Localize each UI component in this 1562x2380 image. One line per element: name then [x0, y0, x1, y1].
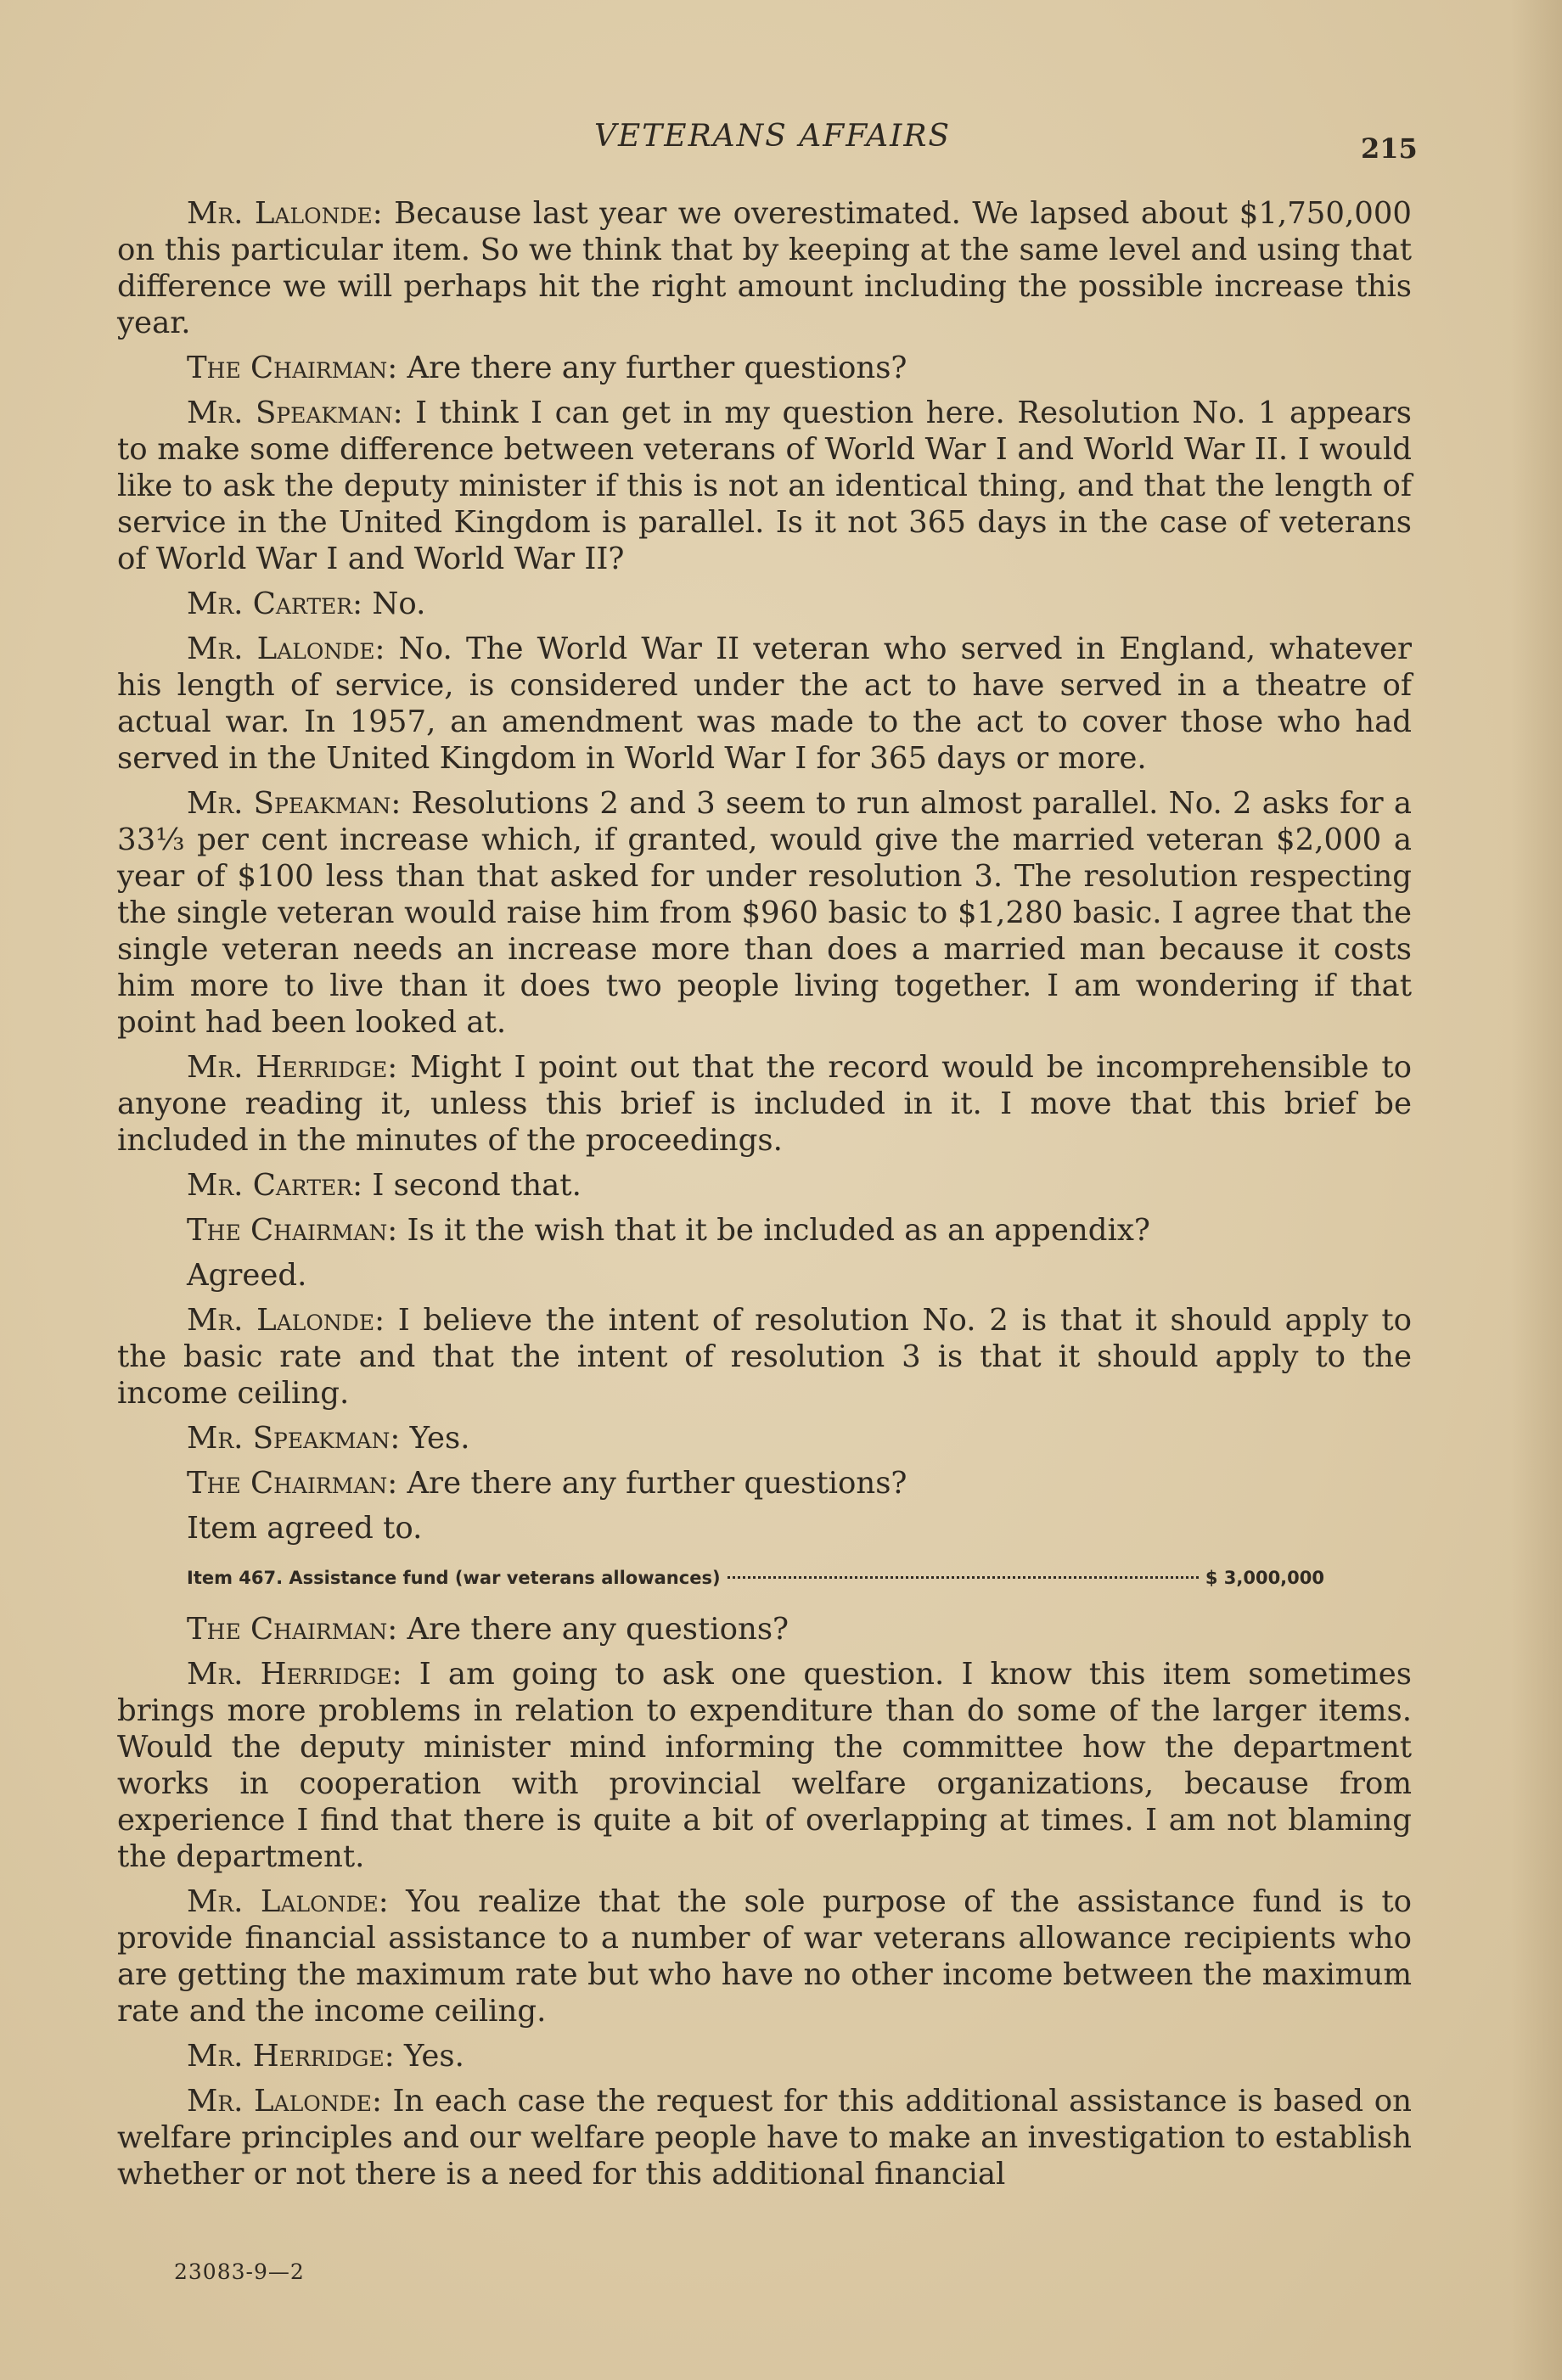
paragraph-group-2 [117, 1611, 1412, 2192]
page-edge-shadow [1511, 0, 1562, 2380]
speaker-name: Mr. Speakman: [187, 396, 403, 430]
paragraph-text: I think I can get in my question here. Resolution No. 1 appears to make some difference between veterans of World War I and World War II. I would like to ask the deputy minister if this is not an identical thing, and that the length of service in the United Kingdom is parallel. Is it not 365 days in the case of veterans of World War I and World War II? [117, 396, 1412, 576]
paragraph [117, 1420, 1412, 1457]
paragraph-text: Resolutions 2 and 3 seem to run almost parallel. No. 2 asks for a 33⅓ per cent increase which, if granted, would give the married veteran $2,000 a year of $100 less than that asked for under resolution 3. The resolution respecting the single veteran would raise him from $960 basic to $1,280 basic. I agree that the single veteran needs an increase more than does a married man because it costs him more to live than it does two people living together. I am wondering if that point had been looked at. [117, 786, 1412, 1040]
printer-signature-code: 23083-9—2 [174, 2259, 305, 2284]
paragraph-text: I am going to ask one question. I know this item sometimes brings more problems in relation to expenditure than do some of the larger items. Would the deputy minister mind informing the committee how the department works in cooperation with provincial welfare organizations, because from experience I find that there is quite a bit of overlapping at times. I am not blaming the department. [117, 1657, 1412, 1874]
item-label: Item 467. Assistance fund (war veterans allowances) [187, 1568, 721, 1588]
speaker-name: The Chairman: [187, 1213, 398, 1248]
speaker-name: Mr. Carter: [187, 587, 363, 621]
paragraph [117, 1883, 1412, 2029]
paragraph [117, 1465, 1412, 1502]
speaker-name: Mr. Speakman: [187, 786, 402, 821]
paragraph [117, 1656, 1412, 1875]
paragraph-text: Are there any further questions? [397, 351, 907, 385]
dot-leader [728, 1576, 1199, 1579]
speaker-name: Mr. Lalonde: [187, 1884, 389, 1919]
paragraph-text: Because last year we overestimated. We lapsed about $1,750,000 on this particular item. So we think that by keeping at the same level and using that difference we will perhaps hit the right amount including the possible increase this year. [117, 196, 1412, 340]
paragraph [117, 2038, 1412, 2074]
paragraph-text: I believe the intent of resolution No. 2 is that it should apply to the basic rate and that the intent of resolution 3 is that it should apply to the income ceiling. [117, 1303, 1412, 1411]
paragraph [117, 350, 1412, 386]
page-body [117, 195, 1412, 2201]
paragraph-text: Agreed. [187, 1258, 307, 1293]
speaker-name: Mr. Lalonde: [187, 1303, 385, 1338]
speaker-name: Mr. Speakman: [187, 1421, 401, 1456]
speaker-name: Mr. Lalonde: [187, 2084, 382, 2119]
item-amount: $ 3,000,000 [1205, 1568, 1324, 1588]
paragraph [117, 1611, 1412, 1647]
speaker-name: The Chairman: [187, 351, 398, 385]
speaker-name: Mr. Carter: [187, 1168, 363, 1203]
paragraph [117, 195, 1412, 341]
paragraph [117, 1510, 1412, 1546]
paragraph-text: Item agreed to. [187, 1511, 423, 1546]
paragraph-text: No. [362, 587, 426, 621]
speaker-name: Mr. Herridge: [187, 1657, 402, 1692]
paragraph-text: Yes. [394, 2039, 464, 2074]
estimate-item-line [187, 1565, 1324, 1591]
speaker-name: Mr. Herridge: [187, 2039, 395, 2074]
paragraph [117, 1167, 1412, 1204]
paragraph-text: No. The World War II veteran who served in England, whatever his length of service, is considered under the act to have served in a theatre of actual war. In 1957, an amendment was made to the act to cover those who had served in the United Kingdom in World War I for 365 days or more. [117, 631, 1412, 776]
page-header [0, 119, 1562, 170]
paragraph-text: Might I point out that the record would be incomprehensible to anyone reading it, unless this brief is included in it. I move that this brief be included in the minutes of the proceedings. [117, 1050, 1412, 1158]
paragraph [117, 2083, 1412, 2192]
paragraph [117, 785, 1412, 1041]
paragraph [117, 586, 1412, 622]
paragraph-text: Are there any questions? [397, 1612, 789, 1647]
paragraph-text: In each case the request for this additional assistance is based on welfare principles and our welfare people have to make an investigation to establish whether or not there is a need for this additional financial [117, 2084, 1412, 2192]
paragraph-text: You realize that the sole purpose of the assistance fund is to provide financial assistance to a number of war veterans allowance recipients who are getting the maximum rate but who have no other income between the maximum rate and the income ceiling. [117, 1884, 1412, 2029]
paragraph [117, 1049, 1412, 1159]
paragraph-group-1 [117, 195, 1412, 1546]
paragraph-text: Are there any further questions? [397, 1466, 907, 1501]
paragraph-text: Is it the wish that it be included as an appendix? [397, 1213, 1150, 1248]
paragraph [117, 1212, 1412, 1249]
paragraph-text: I second that. [362, 1168, 582, 1203]
speaker-name: Mr. Lalonde: [187, 196, 383, 231]
paragraph [117, 395, 1412, 577]
paragraph-text: Yes. [400, 1421, 470, 1456]
speaker-name: The Chairman: [187, 1612, 398, 1647]
running-title: VETERANS AFFAIRS [594, 119, 952, 154]
speaker-name: Mr. Lalonde: [187, 631, 385, 666]
paragraph [117, 1257, 1412, 1294]
paragraph [117, 631, 1412, 777]
paragraph [117, 1302, 1412, 1412]
speaker-name: The Chairman: [187, 1466, 398, 1501]
speaker-name: Mr. Herridge: [187, 1050, 398, 1085]
page-number: 215 [1361, 132, 1418, 165]
